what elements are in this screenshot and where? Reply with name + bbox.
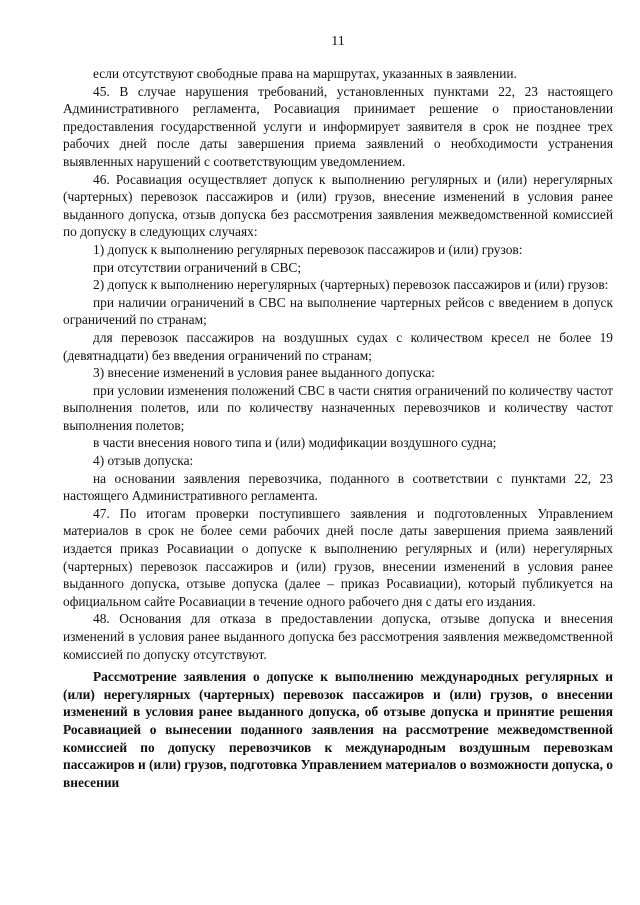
list-item-3: 3) внесение изменений в условия ранее выданного допуска:	[93, 365, 435, 381]
list-item-4-condition: на основании заявления перевозчика, поданного в соответствии с пунктами 22, 23 настоящего Административного регламента.	[63, 470, 613, 504]
paragraph-46: 46. Росавиация осуществляет допуск к выполнению регулярных и (или) нерегулярных (чартерных) перевозок пассажиров и (или) грузов, внесение изменений в условия ранее выданного допуска, отзыв допуска без рассмотрения заявления межведомственной комиссией по допуску в следующих случаях:	[63, 171, 613, 240]
section-heading: Рассмотрение заявления о допуске к выполнению международных регулярных и (или) нерегулярных (чартерных) перевозок пассажиров и (или) грузов, о внесении изменений в условия ранее выданного допуска, об отзыве допуска и принятие решения Росавиацией о вынесении поданного заявления на рассмотрение межведомственной комиссией по допуску перевозчиков к международным воздушным перевозкам пассажиров и (или) грузов, подготовка Управлением материалов о возможности допуска, о внесении	[63, 669, 613, 790]
list-item-1: 1) допуск к выполнению регулярных перевозок пассажиров и (или) грузов:	[93, 241, 523, 257]
list-item-2-condition-a: при наличии ограничений в СВС на выполнение чартерных рейсов с введением в допуск ограничений по странам;	[63, 294, 613, 328]
list-item-2: 2) допуск к выполнению нерегулярных (чартерных) перевозок пассажиров и (или) грузов:	[93, 277, 609, 293]
list-item-2-condition-b: для перевозок пассажиров на воздушных судах с количеством кресел не более 19 (девятнадцати) без введения ограничений по странам;	[63, 329, 613, 363]
document-body	[63, 65, 613, 791]
paragraph-45: 45. В случае нарушения требований, установленных пунктами 22, 23 настоящего Административного регламента, Росавиация принимает решение о приостановлении предоставления государственной услуги и информирует заявителя в срок не позднее трех рабочих дней после даты завершения приема заявлений о необходимости устранения выявленных нарушений с соответствующим уведомлением.	[63, 83, 613, 169]
paragraph-continuation: если отсутствуют свободные права на маршрутах, указанных в заявлении.	[93, 66, 517, 81]
page-number: 11	[331, 34, 345, 49]
list-item-3-condition-a: при условии изменения положений СВС в части снятия ограничений по количеству частот выполнения полетов, или по количеству назначенных перевозчиков и количеству частот выполнения полетов;	[63, 382, 613, 433]
paragraph-47: 47. По итогам проверки поступившего заявления и подготовленных Управлением материалов в срок не более семи рабочих дней после даты завершения приема заявлений издается приказ Росавиации о допуске к выполнению регулярных и (или) нерегулярных (чартерных) перевозок пассажиров и (или) грузов, внесении изменений в условия ранее выданного допуска, отзыве допуска (далее – приказ Росавиации), который публикуется на официальном сайте Росавиации в течение одного рабочего дня с даты его издания.	[63, 505, 613, 609]
list-item-3-condition-b: в части внесения нового типа и (или) модификации воздушного судна;	[93, 435, 497, 451]
list-item-4: 4) отзыв допуска:	[93, 453, 194, 469]
paragraph-48: 48. Основания для отказа в предоставлении допуска, отзыве допуска и внесения изменений в условия ранее выданного допуска без рассмотрения заявления межведомственной комиссией по допуску отсутствуют.	[63, 611, 613, 662]
list-item-1-condition: при отсутствии ограничений в СВС;	[93, 259, 302, 275]
